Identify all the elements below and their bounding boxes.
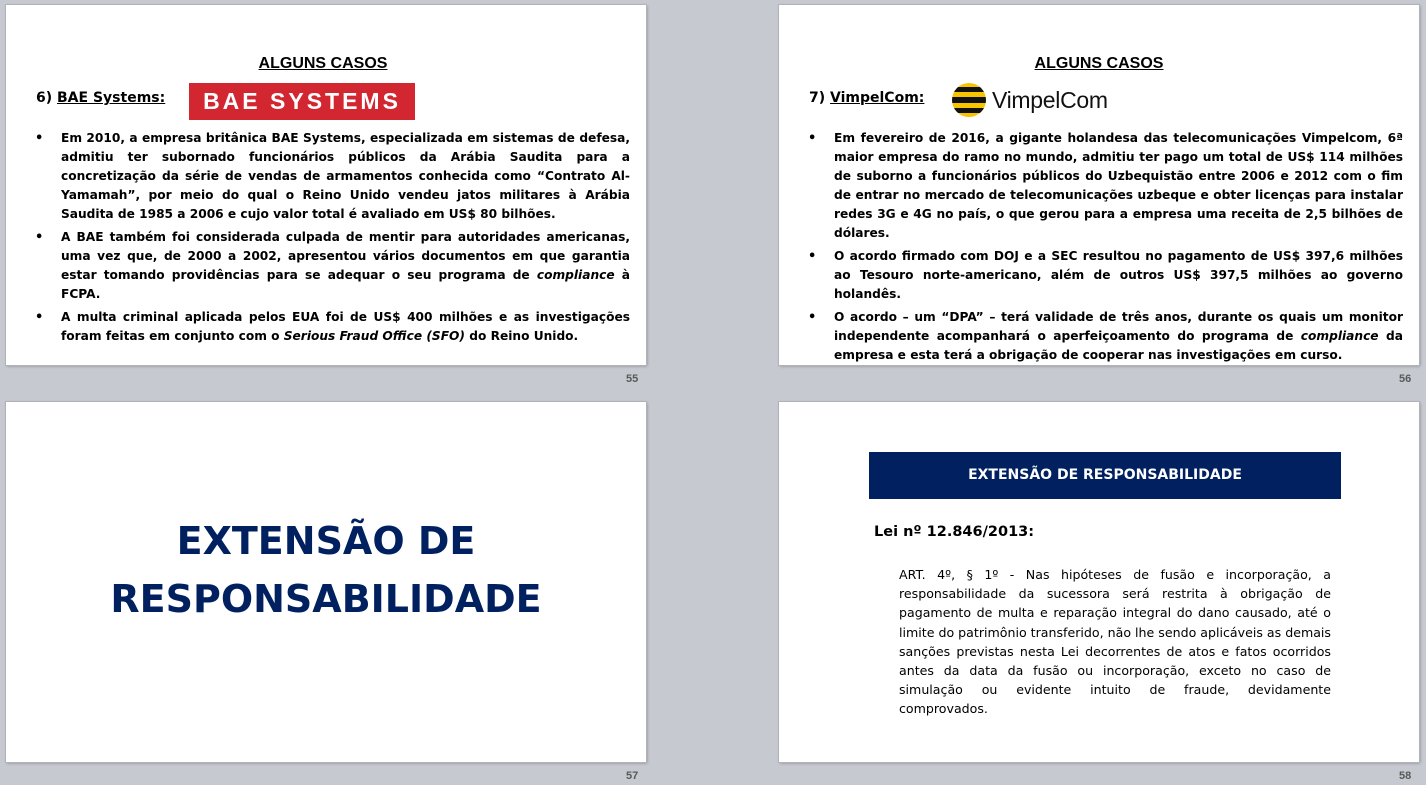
bullet-list [31, 129, 630, 350]
vimpelcom-logo [950, 82, 1108, 118]
case-number: 7) [809, 90, 831, 106]
bullet-item [804, 247, 1403, 304]
bullet-text: O acordo firmado com DOJ e a SEC resultou no pagamento de US$ 397,6 milhões ao Tesouro norte-americano, além de outros US$ 397,5 milhões ao governo holandês. [834, 249, 1403, 301]
bullet-item [804, 308, 1403, 365]
bullet-text-italic: compliance [536, 268, 615, 282]
bullet-text: O acordo – um “DPA” – terá validade de três anos, durante os quais um monitor independente acompanhará o aperfeiçoamento do programa de [834, 310, 1403, 343]
slide-number: 56 [1399, 373, 1412, 385]
bullet-list [804, 129, 1403, 365]
slide-title: ALGUNS CASOS [258, 55, 388, 72]
vimpelcom-bee-icon [950, 82, 988, 118]
case-label [36, 90, 165, 106]
case-label [809, 90, 924, 106]
bullet-item [31, 228, 630, 304]
slide-58-thumbnail[interactable] [779, 402, 1419, 762]
slide-title: ALGUNS CASOS [1034, 55, 1164, 72]
slide-57-thumbnail[interactable] [6, 402, 646, 762]
slide-number: 57 [626, 770, 639, 782]
case-number: 6) [36, 90, 58, 106]
section-title-line-2: RESPONSABILIDADE [110, 577, 542, 621]
vimpelcom-logo-text: VimpelCom [992, 86, 1108, 113]
section-title-line-1: EXTENSÃO DE [176, 519, 476, 563]
bullet-item [804, 129, 1403, 243]
slide-number: 58 [1399, 770, 1412, 782]
bullet-text: do Reino Unido. [464, 329, 579, 343]
case-name: VimpelCom: [830, 90, 925, 106]
law-article-text: ART. 4º, § 1º - Nas hipóteses de fusão e incorporação, a responsabilidade da sucessora será restrita à obrigação de pagamento de multa e reparação integral do dano causado, até o limite do patrimônio transferido, não lhe sendo aplicáveis as demais sanções previstas nesta Lei decorrentes de atos e fatos ocorridos antes da data da fusão ou incorporação, exceto no caso de simulação ou evidente intuito de fraude, devidamente comprovados. [899, 567, 1331, 717]
bullet-item [31, 129, 630, 224]
bullet-text: A BAE também foi considerada culpada de mentir para autoridades americanas, uma vez que, de 2000 a 2002, apresentou vários documentos em que garantia estar tomando providências para se adequar o seu programa de [61, 230, 630, 282]
bullet-text: Em 2010, a empresa britânica BAE Systems, especializada em sistemas de defesa, admitiu ter subornado funcionários públicos da Arábia Saudita para a concretização da série de vendas de armamentos conhecida como “Contrato Al-Yamamah”, por meio do qual o Reino Unido vendeu jatos militares à Arábia Saudita de 1985 a 2006 e cujo valor total é avaliado em US$ 80 bilhões. [61, 131, 630, 221]
law-label: Lei nº 12.846/2013: [874, 524, 1035, 540]
bullet-text: A multa criminal aplicada pelos EUA foi de US$ 400 milhões e as investigações foram feitas em conjunto com o [61, 310, 630, 343]
slide-55-thumbnail[interactable] [6, 5, 646, 365]
title-banner: EXTENSÃO DE RESPONSABILIDADE [869, 452, 1341, 499]
bullet-text-italic: Serious Fraud Office (SFO) [283, 329, 465, 343]
slide-56-thumbnail[interactable] [779, 5, 1419, 365]
bullet-text-italic: compliance [1300, 329, 1379, 343]
bullet-text: Em fevereiro de 2016, a gigante holandesa das telecomunicações Vimpelcom, 6ª maior empresa do ramo no mundo, admitiu ter pago um total de US$ 114 milhões de suborno a funcionários públicos do Uzbequistão entre 2006 e 2012 com o fim de entrar no mercado de telecomunicações uzbeque e obter licenças para instalar redes 3G e 4G no país, o que gerou para a empresa uma receita de 2,5 bilhões de dólares. [834, 131, 1403, 240]
case-name: BAE Systems: [57, 90, 166, 106]
bae-systems-logo: BAE SYSTEMS [189, 83, 415, 120]
bullet-item [31, 308, 630, 346]
slide-number: 55 [626, 373, 639, 385]
bullet-text: da empresa e esta terá a obrigação de cooperar nas investigações em curso. [834, 329, 1403, 362]
bullet-text: à FCPA. [61, 268, 630, 301]
section-title [6, 512, 646, 628]
